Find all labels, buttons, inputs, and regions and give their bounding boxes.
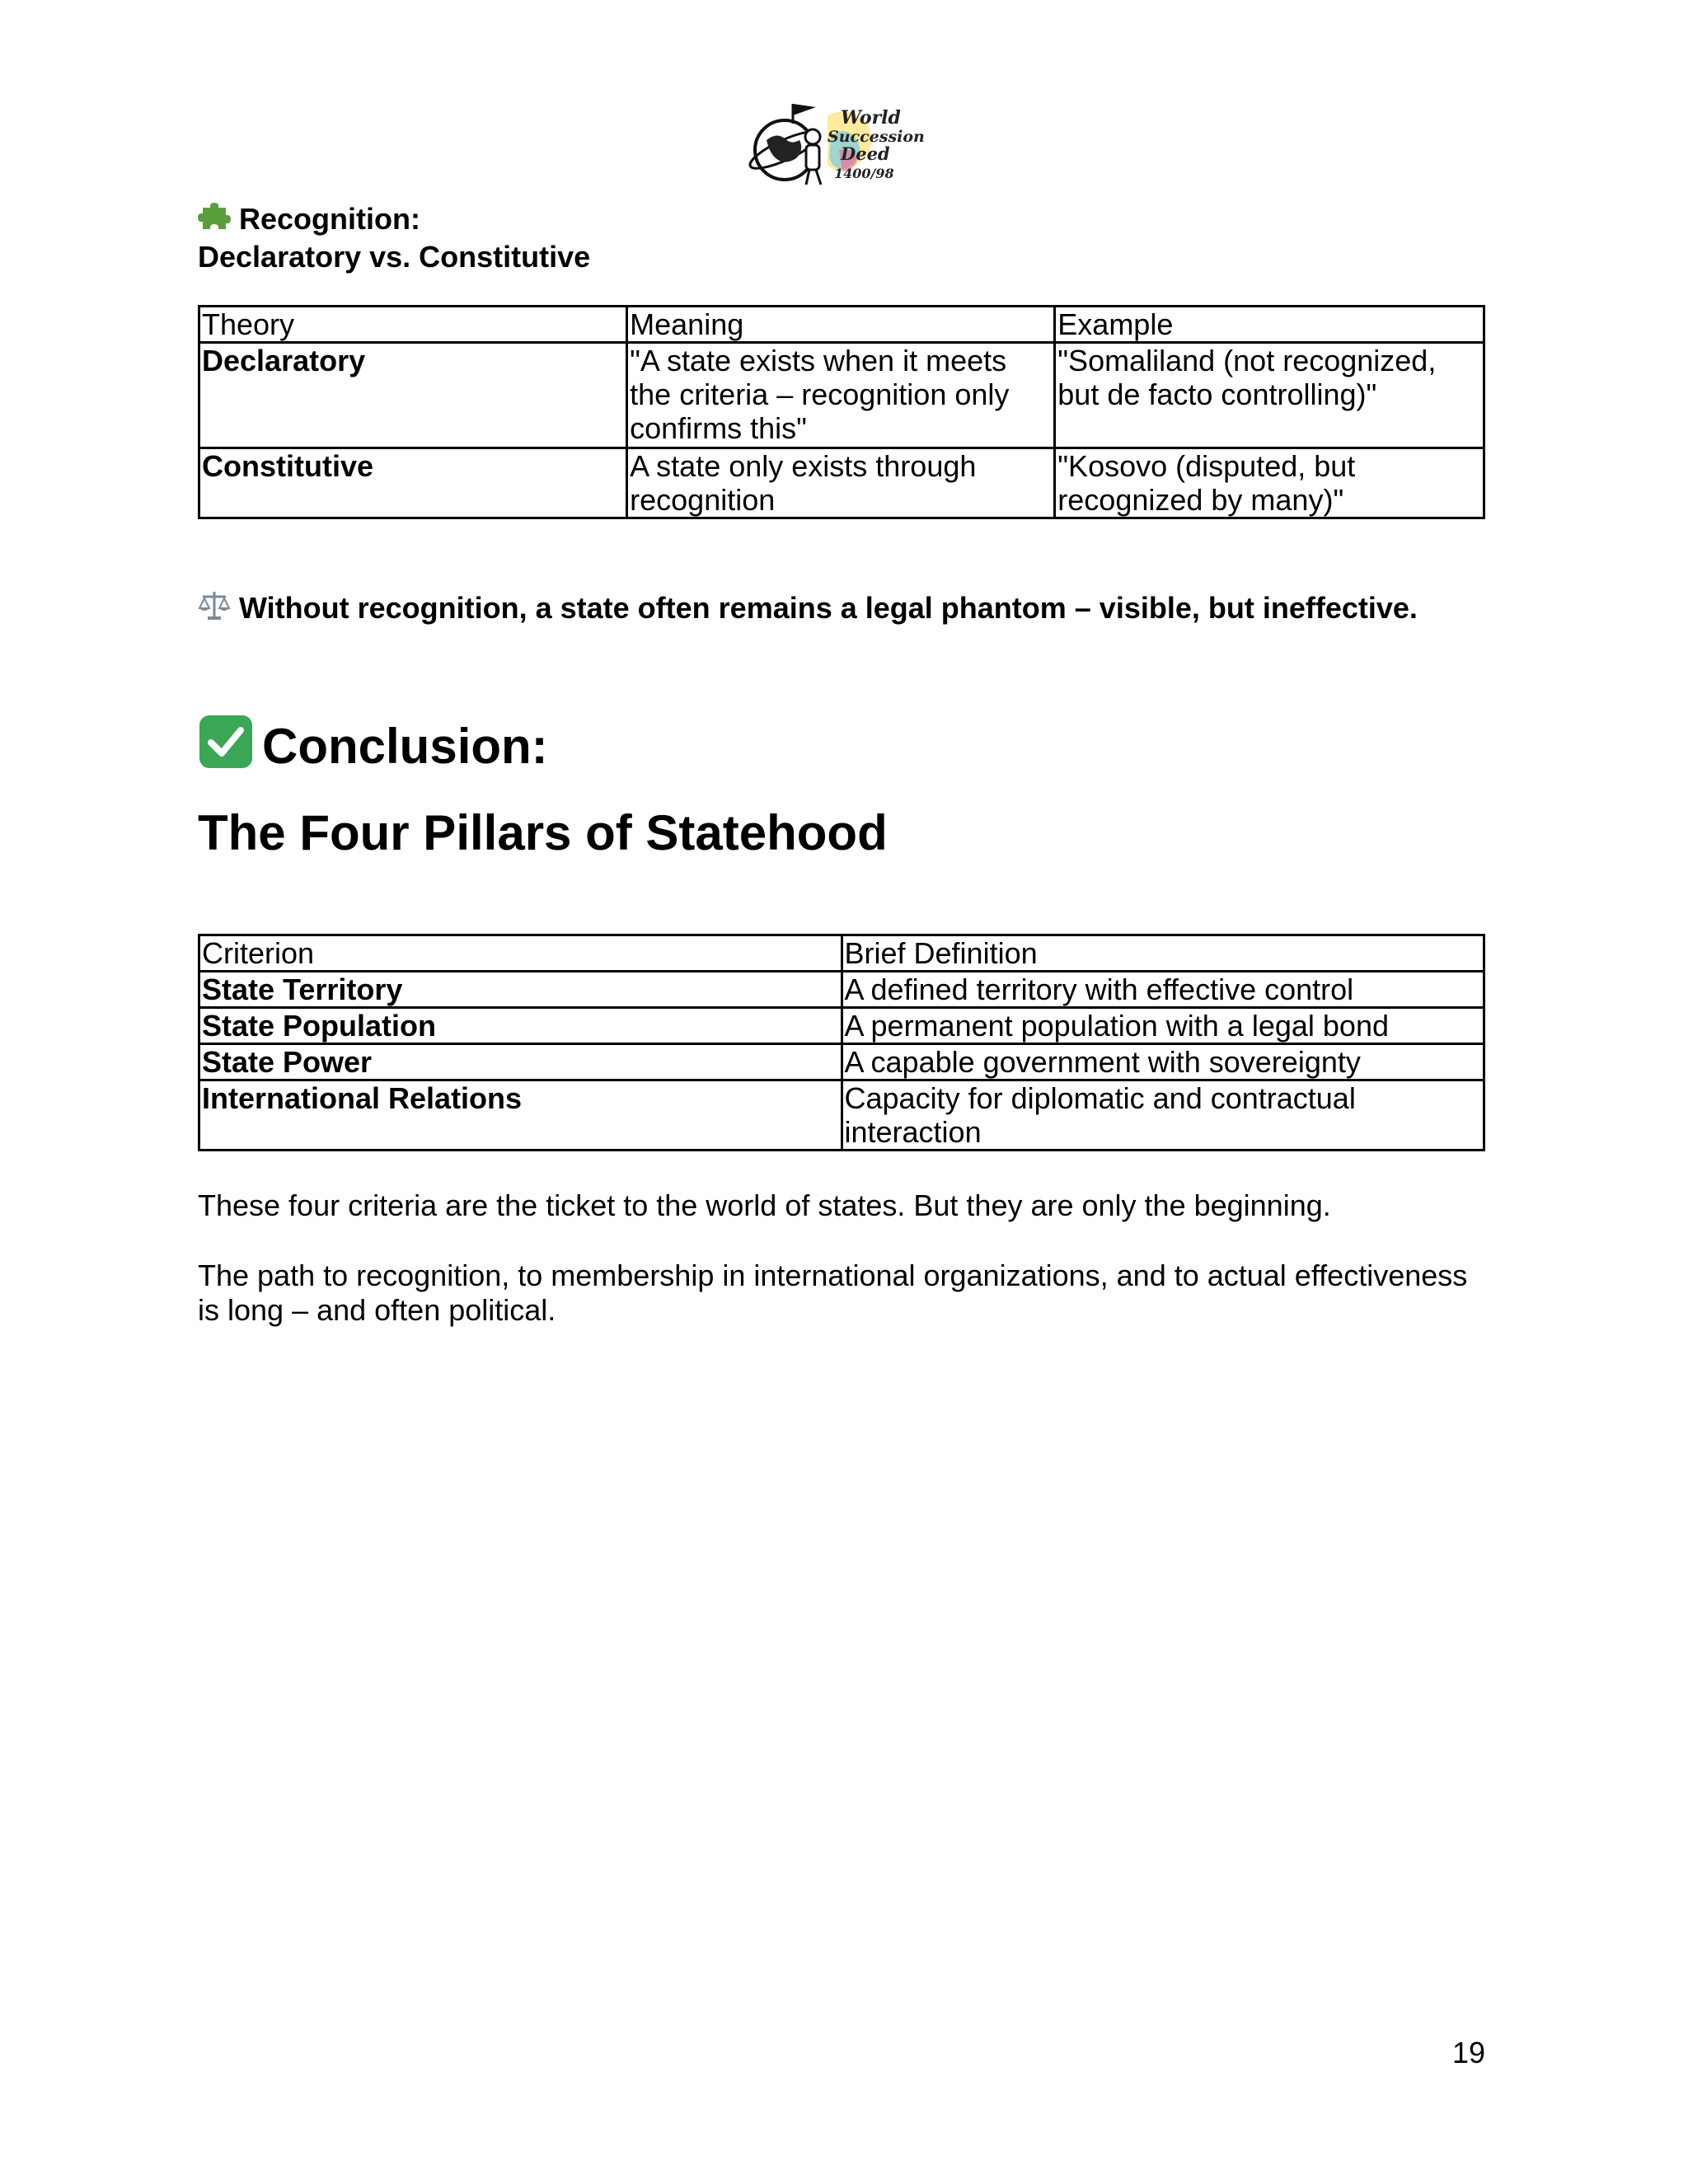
definition-cell: A permanent population with a legal bond (842, 1008, 1484, 1044)
logo-year: 1400/98 (834, 166, 894, 181)
meaning-cell: "A state exists when it meets the criteria – recognition only confirms this" (627, 343, 1055, 448)
body-paragraph: These four criteria are the ticket to the world of states. But they are only the beginning. (198, 1188, 1331, 1222)
table-row (199, 1080, 1484, 1151)
criterion-cell: State Power (199, 1044, 842, 1080)
table-row (199, 1008, 1484, 1044)
four-pillars-heading: The Four Pillars of Statehood (198, 805, 888, 860)
table-row (199, 1044, 1484, 1080)
check-mark-icon (198, 714, 254, 782)
table-row (199, 448, 1484, 518)
table-header-row (199, 935, 1484, 972)
conclusion-heading (198, 714, 548, 782)
header-brief-definition: Brief Definition (842, 935, 1484, 972)
theory-cell: Declaratory (199, 343, 627, 448)
recognition-heading (198, 199, 590, 274)
logo-word-deed: Deed (841, 143, 890, 164)
logo-word-succession: Succession (828, 128, 925, 146)
balance-scale-icon (198, 588, 231, 629)
example-cell: "Somaliland (not recognized, but de facto controlling)" (1055, 343, 1484, 448)
statehood-pillars-table (198, 934, 1485, 1151)
table-header-row (199, 307, 1484, 343)
definition-cell: A capable government with sovereignty (842, 1044, 1484, 1080)
globe-icon (742, 99, 933, 191)
criterion-cell: International Relations (199, 1080, 842, 1151)
meaning-cell: A state only exists through recognition (627, 448, 1055, 518)
criterion-cell: State Territory (199, 972, 842, 1008)
example-cell: "Kosovo (disputed, but recognized by many)" (1055, 448, 1484, 518)
logo-word-world: World (841, 107, 901, 129)
definition-cell: Capacity for diplomatic and contractual interaction (842, 1080, 1484, 1151)
header-theory: Theory (199, 307, 627, 343)
header-meaning: Meaning (627, 307, 1055, 343)
table-row (199, 972, 1484, 1008)
recognition-title: Recognition: (239, 202, 420, 236)
puzzle-icon (198, 199, 231, 240)
criterion-cell: State Population (199, 1008, 842, 1044)
conclusion-title: Conclusion: (262, 719, 548, 774)
header-criterion: Criterion (199, 935, 842, 972)
header-example: Example (1055, 307, 1484, 343)
legal-phantom-note (198, 588, 1418, 629)
definition-cell: A defined territory with effective control (842, 972, 1484, 1008)
body-paragraph: The path to recognition, to membership in international organizations, and to actual effectiveness is long – and often political. (198, 1258, 1468, 1327)
recognition-theories-table (198, 305, 1485, 519)
theory-cell: Constitutive (199, 448, 627, 518)
world-succession-deed-logo (742, 99, 933, 191)
table-row (199, 343, 1484, 448)
page-number: 19 (1451, 2036, 1485, 2069)
recognition-subtitle: Declaratory vs. Constitutive (198, 240, 591, 274)
note-text: Without recognition, a state often remains a legal phantom – visible, but ineffective. (239, 591, 1418, 625)
